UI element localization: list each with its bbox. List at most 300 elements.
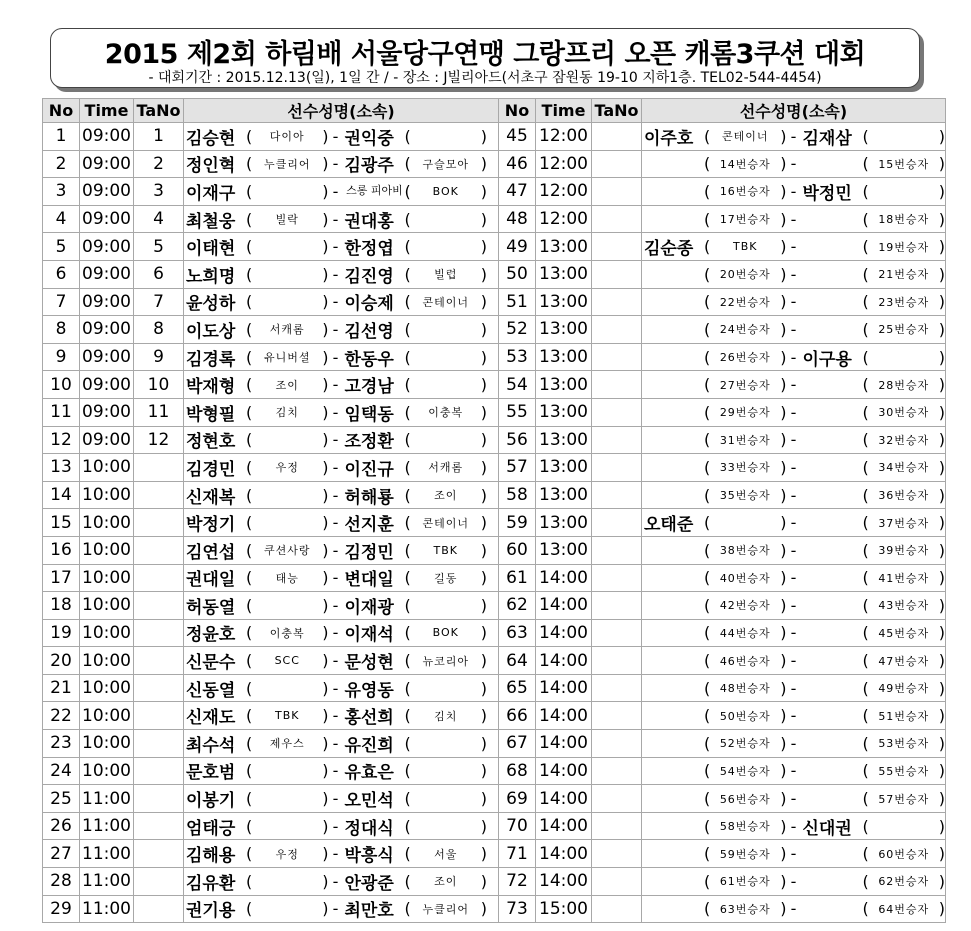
paren-open: ( <box>246 761 253 781</box>
versus-dash: - <box>332 623 339 643</box>
col-header-tano: TaNo <box>592 99 642 123</box>
player1-affiliation: SCC <box>274 654 300 668</box>
paren-close: ) <box>938 706 945 726</box>
paren-open: ( <box>862 292 869 312</box>
match-line <box>642 620 945 647</box>
cell-time: 10:00 <box>80 481 134 509</box>
player1-affiliation: 59번승자 <box>719 847 771 861</box>
player2-name: 유효은 <box>344 763 394 784</box>
cell-tano <box>592 233 642 261</box>
player1-affiliation: 20번승자 <box>719 268 771 282</box>
cell-players <box>184 123 499 151</box>
player1-affiliation: 56번승자 <box>719 792 771 806</box>
player1-name: 김해용 <box>186 846 236 867</box>
table-row <box>499 564 946 592</box>
cell-time: 10:00 <box>80 592 134 620</box>
cell-players <box>184 868 499 896</box>
match-line <box>184 565 498 592</box>
cell-tano <box>592 316 642 344</box>
cell-tano <box>592 592 642 620</box>
cell-tano <box>134 730 184 758</box>
versus-dash: - <box>790 209 797 229</box>
paren-close: ) <box>780 899 787 919</box>
paren-open: ( <box>704 568 711 588</box>
player1-affiliation: 46번승자 <box>719 654 771 668</box>
table-row <box>499 481 946 509</box>
table-row <box>43 288 499 316</box>
paren-open: ( <box>862 237 869 257</box>
paren-open: ( <box>704 844 711 864</box>
col-header-tano: TaNo <box>134 99 184 123</box>
paren-open: ( <box>862 651 869 671</box>
cell-no: 20 <box>43 647 80 675</box>
cell-tano <box>592 895 642 923</box>
match-line <box>642 565 945 592</box>
versus-dash: - <box>790 899 797 919</box>
paren-close: ) <box>322 899 329 919</box>
cell-time: 14:00 <box>536 730 592 758</box>
table-row <box>499 509 946 537</box>
cell-no: 73 <box>499 895 536 923</box>
cell-tano <box>592 343 642 371</box>
paren-open: ( <box>404 237 411 257</box>
cell-time: 11:00 <box>80 812 134 840</box>
cell-tano <box>592 123 642 151</box>
cell-players <box>642 592 946 620</box>
cell-time: 14:00 <box>536 757 592 785</box>
player2-affiliation: 콘테이너 <box>422 295 469 309</box>
header-row <box>499 99 946 123</box>
versus-dash: - <box>790 871 797 891</box>
match-line <box>642 592 945 619</box>
versus-dash: - <box>790 126 797 146</box>
paren-close: ) <box>480 126 487 146</box>
table-row <box>43 702 499 730</box>
paren-open: ( <box>246 513 253 533</box>
player1-name: 김순종 <box>644 239 694 260</box>
cell-time: 13:00 <box>536 454 592 482</box>
match-line <box>642 233 945 260</box>
paren-close: ) <box>780 485 787 505</box>
cell-players <box>642 205 946 233</box>
match-line <box>642 399 945 426</box>
paren-close: ) <box>780 209 787 229</box>
paren-open: ( <box>704 540 711 560</box>
cell-tano: 11 <box>134 398 184 426</box>
cell-time: 09:00 <box>80 288 134 316</box>
paren-close: ) <box>480 651 487 671</box>
cell-time: 10:00 <box>80 454 134 482</box>
cell-time: 13:00 <box>536 343 592 371</box>
cell-time: 09:00 <box>80 233 134 261</box>
cell-tano <box>134 757 184 785</box>
paren-open: ( <box>862 706 869 726</box>
paren-close: ) <box>322 595 329 615</box>
cell-players <box>184 371 499 399</box>
paren-open: ( <box>704 347 711 367</box>
paren-close: ) <box>780 513 787 533</box>
paren-open: ( <box>404 375 411 395</box>
player2-name: 이구용 <box>802 349 852 370</box>
paren-open: ( <box>404 292 411 312</box>
player1-affiliation: 50번승자 <box>719 709 771 723</box>
paren-open: ( <box>704 595 711 615</box>
paren-open: ( <box>246 651 253 671</box>
paren-close: ) <box>322 733 329 753</box>
versus-dash: - <box>332 209 339 229</box>
match-line <box>642 289 945 316</box>
table-row <box>499 785 946 813</box>
match-line <box>642 730 945 757</box>
match-line <box>184 151 498 178</box>
cell-time: 13:00 <box>536 536 592 564</box>
match-line <box>184 730 498 757</box>
cell-players <box>642 426 946 454</box>
paren-close: ) <box>938 319 945 339</box>
paren-open: ( <box>862 678 869 698</box>
player1-name: 이태현 <box>186 239 236 260</box>
table-row <box>499 454 946 482</box>
paren-open: ( <box>246 237 253 257</box>
paren-close: ) <box>322 871 329 891</box>
cell-players <box>184 647 499 675</box>
paren-close: ) <box>480 595 487 615</box>
paren-close: ) <box>780 237 787 257</box>
paren-open: ( <box>704 706 711 726</box>
player1-name: 노희명 <box>186 266 236 287</box>
versus-dash: - <box>790 347 797 367</box>
match-line <box>642 316 945 343</box>
cell-tano <box>134 509 184 537</box>
cell-time: 09:00 <box>80 205 134 233</box>
paren-close: ) <box>938 402 945 422</box>
cell-players <box>642 785 946 813</box>
match-line <box>642 675 945 702</box>
paren-open: ( <box>404 209 411 229</box>
cell-no: 28 <box>43 868 80 896</box>
table-row <box>499 343 946 371</box>
versus-dash: - <box>332 126 339 146</box>
player1-affiliation: 이충복 <box>269 626 305 640</box>
cell-players <box>642 454 946 482</box>
cell-time: 14:00 <box>536 785 592 813</box>
paren-open: ( <box>862 733 869 753</box>
cell-players <box>184 785 499 813</box>
table-row <box>499 647 946 675</box>
paren-close: ) <box>938 375 945 395</box>
cell-time: 14:00 <box>536 564 592 592</box>
player1-affiliation: 쿠션사랑 <box>263 544 311 558</box>
paren-open: ( <box>246 706 253 726</box>
player2-affiliation: 서캐롬 <box>428 461 464 475</box>
versus-dash: - <box>332 237 339 257</box>
table-row <box>499 123 946 151</box>
player2-name: 안광준 <box>344 873 394 894</box>
paren-open: ( <box>246 899 253 919</box>
cell-tano <box>592 868 642 896</box>
paren-open: ( <box>246 319 253 339</box>
player1-affiliation: 김치 <box>275 406 299 420</box>
cell-tano <box>592 840 642 868</box>
paren-open: ( <box>704 816 711 836</box>
table-row <box>43 868 499 896</box>
paren-close: ) <box>322 844 329 864</box>
match-line <box>642 344 945 371</box>
table-row <box>43 647 499 675</box>
player1-name: 정현호 <box>186 432 236 453</box>
cell-players <box>642 536 946 564</box>
cell-players <box>184 178 499 206</box>
paren-open: ( <box>246 430 253 450</box>
cell-no: 61 <box>499 564 536 592</box>
player1-affiliation: 38번승자 <box>719 544 771 558</box>
paren-close: ) <box>322 126 329 146</box>
paren-open: ( <box>704 899 711 919</box>
paren-open: ( <box>862 816 869 836</box>
cell-tano <box>592 536 642 564</box>
cell-tano: 6 <box>134 260 184 288</box>
versus-dash: - <box>332 706 339 726</box>
match-line <box>184 123 498 150</box>
paren-close: ) <box>780 651 787 671</box>
paren-close: ) <box>480 568 487 588</box>
paren-close: ) <box>780 292 787 312</box>
cell-time: 11:00 <box>80 840 134 868</box>
paren-close: ) <box>480 347 487 367</box>
cell-time: 13:00 <box>536 426 592 454</box>
paren-close: ) <box>322 292 329 312</box>
paren-close: ) <box>480 292 487 312</box>
versus-dash: - <box>790 181 797 201</box>
player2-name: 임택동 <box>344 404 394 425</box>
player2-name: 김재삼 <box>802 128 852 149</box>
paren-open: ( <box>862 457 869 477</box>
schedule-body-left <box>43 123 499 923</box>
player1-affiliation: 조이 <box>275 378 299 392</box>
header-row <box>43 99 499 123</box>
cell-no: 72 <box>499 868 536 896</box>
paren-open: ( <box>404 706 411 726</box>
cell-tano <box>134 647 184 675</box>
cell-no: 3 <box>43 178 80 206</box>
player2-name: 권익중 <box>344 128 394 149</box>
paren-close: ) <box>938 733 945 753</box>
versus-dash: - <box>332 264 339 284</box>
cell-time: 10:00 <box>80 647 134 675</box>
cell-no: 21 <box>43 674 80 702</box>
player1-name: 신재도 <box>186 708 236 729</box>
paren-close: ) <box>780 181 787 201</box>
paren-close: ) <box>780 154 787 174</box>
col-header-no: No <box>499 99 536 123</box>
cell-time: 09:00 <box>80 178 134 206</box>
paren-close: ) <box>780 733 787 753</box>
cell-players <box>642 233 946 261</box>
player2-affiliation: 53번승자 <box>878 737 930 751</box>
player1-name: 김경민 <box>186 459 236 480</box>
title-box <box>50 28 920 88</box>
paren-close: ) <box>938 347 945 367</box>
cell-tano <box>134 702 184 730</box>
versus-dash: - <box>332 319 339 339</box>
cell-no: 67 <box>499 730 536 758</box>
player2-name: 한정엽 <box>344 239 394 260</box>
player2-affiliation: TBK <box>433 543 458 557</box>
player2-affiliation: 28번승자 <box>878 378 930 392</box>
paren-close: ) <box>938 816 945 836</box>
table-row <box>499 702 946 730</box>
cell-players <box>642 702 946 730</box>
paren-close: ) <box>938 789 945 809</box>
cell-no: 60 <box>499 536 536 564</box>
player2-affiliation: 이충복 <box>428 406 464 420</box>
versus-dash: - <box>332 651 339 671</box>
player2-affiliation: 뉴코리아 <box>422 654 469 668</box>
paren-close: ) <box>480 733 487 753</box>
cell-time: 10:00 <box>80 730 134 758</box>
match-line <box>184 233 498 260</box>
cell-no: 15 <box>43 509 80 537</box>
player1-name: 윤성하 <box>186 294 236 315</box>
cell-tano <box>592 730 642 758</box>
match-line <box>184 758 498 785</box>
cell-tano <box>592 757 642 785</box>
paren-open: ( <box>704 126 711 146</box>
player2-affiliation: 45번승자 <box>878 626 930 640</box>
cell-players <box>642 371 946 399</box>
paren-close: ) <box>480 678 487 698</box>
col-header-players: 선수성명(소속) <box>642 99 946 123</box>
paren-open: ( <box>404 126 411 146</box>
cell-no: 25 <box>43 785 80 813</box>
player1-affiliation: 22번승자 <box>719 295 771 309</box>
player2-affiliation: BOK <box>432 184 459 198</box>
player2-name: 조정환 <box>344 432 394 453</box>
paren-open: ( <box>404 485 411 505</box>
table-row <box>43 812 499 840</box>
match-line <box>642 178 945 205</box>
player1-name: 이재구 <box>186 183 236 204</box>
versus-dash: - <box>790 513 797 533</box>
player1-affiliation: 27번승자 <box>719 378 771 392</box>
table-row <box>43 343 499 371</box>
player1-affiliation: 24번승자 <box>719 323 771 337</box>
table-row <box>499 233 946 261</box>
match-line <box>642 840 945 867</box>
match-line <box>184 840 498 867</box>
player1-name: 이봉기 <box>186 791 236 812</box>
cell-no: 8 <box>43 316 80 344</box>
cell-tano: 10 <box>134 371 184 399</box>
table-row <box>499 371 946 399</box>
cell-tano: 2 <box>134 150 184 178</box>
paren-close: ) <box>322 623 329 643</box>
paren-open: ( <box>404 678 411 698</box>
cell-tano: 3 <box>134 178 184 206</box>
cell-time: 14:00 <box>536 647 592 675</box>
player2-affiliation: 34번승자 <box>878 461 930 475</box>
cell-players <box>642 564 946 592</box>
cell-players <box>642 895 946 923</box>
paren-close: ) <box>780 844 787 864</box>
paren-open: ( <box>404 899 411 919</box>
versus-dash: - <box>332 816 339 836</box>
schedule-body-right <box>499 123 946 923</box>
match-line <box>642 206 945 233</box>
cell-tano <box>134 564 184 592</box>
match-line <box>184 675 498 702</box>
paren-close: ) <box>322 264 329 284</box>
cell-no: 22 <box>43 702 80 730</box>
versus-dash: - <box>790 457 797 477</box>
paren-close: ) <box>938 485 945 505</box>
cell-no: 58 <box>499 481 536 509</box>
paren-close: ) <box>480 761 487 781</box>
paren-close: ) <box>322 181 329 201</box>
paren-open: ( <box>704 871 711 891</box>
paren-close: ) <box>322 540 329 560</box>
col-header-no: No <box>43 99 80 123</box>
versus-dash: - <box>790 568 797 588</box>
player1-affiliation: 우정 <box>275 847 299 861</box>
cell-players <box>184 481 499 509</box>
paren-open: ( <box>862 264 869 284</box>
versus-dash: - <box>332 761 339 781</box>
cell-no: 47 <box>499 178 536 206</box>
paren-close: ) <box>780 264 787 284</box>
match-line <box>184 371 498 398</box>
paren-open: ( <box>404 347 411 367</box>
paren-close: ) <box>322 568 329 588</box>
cell-no: 54 <box>499 371 536 399</box>
cell-tano: 8 <box>134 316 184 344</box>
paren-open: ( <box>404 513 411 533</box>
match-line <box>642 151 945 178</box>
cell-tano <box>592 564 642 592</box>
player1-affiliation: 40번승자 <box>719 571 771 585</box>
cell-players <box>642 509 946 537</box>
cell-no: 9 <box>43 343 80 371</box>
paren-open: ( <box>862 623 869 643</box>
paren-close: ) <box>938 237 945 257</box>
player1-name: 최수석 <box>186 735 236 756</box>
cell-tano: 5 <box>134 233 184 261</box>
player2-affiliation: 구슬모아 <box>422 157 469 171</box>
paren-open: ( <box>704 264 711 284</box>
versus-dash: - <box>790 678 797 698</box>
cell-tano <box>592 398 642 426</box>
cell-time: 11:00 <box>80 868 134 896</box>
cell-players <box>184 426 499 454</box>
cell-time: 13:00 <box>536 481 592 509</box>
cell-no: 17 <box>43 564 80 592</box>
match-line <box>184 592 498 619</box>
table-row <box>43 205 499 233</box>
paren-open: ( <box>862 789 869 809</box>
player1-name: 김유환 <box>186 873 236 894</box>
paren-close: ) <box>480 789 487 809</box>
player1-affiliation: 콘테이너 <box>721 130 769 144</box>
table-row <box>499 895 946 923</box>
match-line <box>184 178 498 205</box>
table-row <box>499 730 946 758</box>
cell-tano <box>134 619 184 647</box>
paren-open: ( <box>246 678 253 698</box>
col-header-players: 선수성명(소속) <box>184 99 499 123</box>
paren-open: ( <box>862 430 869 450</box>
cell-players <box>184 895 499 923</box>
paren-open: ( <box>862 871 869 891</box>
